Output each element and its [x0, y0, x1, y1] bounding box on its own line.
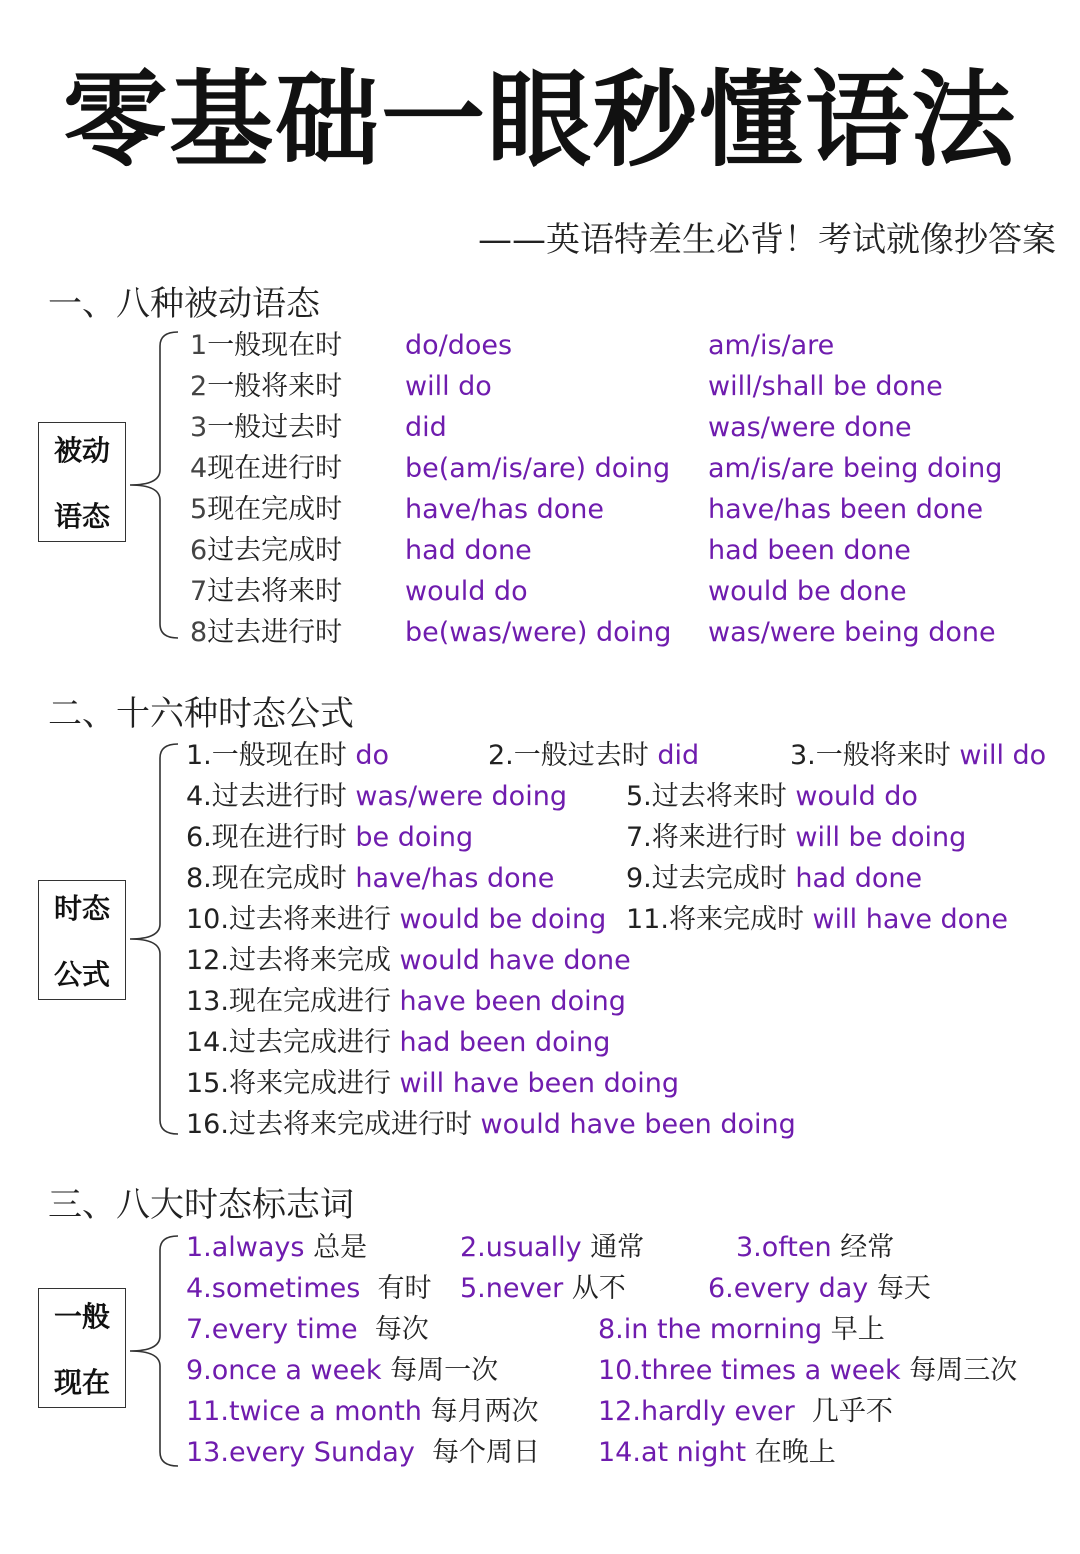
passive-active-form: will do	[405, 371, 492, 402]
passive-row: 8过去进行时	[190, 617, 343, 648]
tense-formula-item: 1.一般现在时 do	[186, 740, 390, 771]
passive-active-form: would do	[405, 576, 528, 607]
section2-heading: 二、十六种时态公式	[48, 694, 354, 734]
signal-word-item: 3.often 经常	[736, 1232, 895, 1263]
signal-word-item: 5.never 从不	[460, 1273, 626, 1304]
tense-formula-item: 3.一般将来时 will do	[790, 740, 1047, 771]
passive-active-form: be(was/were) doing	[405, 617, 672, 648]
signal-word-item: 10.three times a week 每周三次	[598, 1355, 1018, 1386]
page-subtitle: ——英语特差生必背！考试就像抄答案	[478, 220, 1056, 260]
section2-box-line1: 时态	[53, 892, 110, 925]
passive-active-form: be(am/is/are) doing	[405, 453, 671, 484]
tense-formula-item: 5.过去将来时 would do	[626, 781, 918, 812]
passive-passive-form: had been done	[708, 535, 911, 566]
signal-word-item: 9.once a week 每周一次	[186, 1355, 499, 1386]
passive-row: 3一般过去时	[190, 412, 343, 443]
section1-label-box	[38, 422, 126, 542]
signal-word-item: 11.twice a month 每月两次	[186, 1396, 539, 1427]
section2-label-box	[38, 880, 126, 1000]
passive-row: 7过去将来时	[190, 576, 343, 607]
page-title: 零基础一眼秒懂语法	[62, 59, 1017, 181]
tense-formula-item: 11.将来完成时 will have done	[626, 904, 1008, 935]
tense-formula-item: 15.将来完成进行 will have been doing	[186, 1068, 680, 1099]
tense-formula-item: 9.过去完成时 had done	[626, 863, 923, 894]
passive-passive-form: would be done	[708, 576, 907, 607]
passive-row: 6过去完成时	[190, 535, 343, 566]
section2-box-line2: 公式	[53, 958, 110, 991]
tense-formula-item: 13.现在完成进行 have been doing	[186, 986, 626, 1017]
section3-heading: 三、八大时态标志词	[48, 1185, 354, 1225]
section1-brace	[126, 330, 182, 640]
section1-box-line2: 语态	[53, 500, 110, 533]
section3-label-box	[38, 1288, 126, 1408]
signal-word-item: 4.sometimes 有时	[186, 1273, 432, 1304]
passive-active-form: had done	[405, 535, 532, 566]
signal-word-item: 2.usually 通常	[460, 1232, 645, 1263]
tense-formula-item: 16.过去将来完成进行时 would have been doing	[186, 1109, 796, 1140]
section1-heading: 一、八种被动语态	[48, 284, 320, 324]
passive-passive-form: will/shall be done	[708, 371, 943, 402]
signal-word-item: 14.at night 在晚上	[598, 1437, 836, 1468]
tense-formula-item: 12.过去将来完成 would have done	[186, 945, 631, 976]
passive-row: 1一般现在时	[190, 330, 343, 361]
passive-passive-form: am/is/are being doing	[708, 453, 1003, 484]
passive-passive-form: was/were done	[708, 412, 912, 443]
passive-active-form: have/has done	[405, 494, 605, 525]
section3-brace	[126, 1234, 182, 1468]
tense-formula-item: 10.过去将来进行 would be doing	[186, 904, 607, 935]
section3-box-line1: 一般	[53, 1300, 110, 1333]
tense-formula-item: 7.将来进行时 will be doing	[626, 822, 967, 853]
passive-row: 4现在进行时	[190, 453, 343, 484]
tense-formula-item: 8.现在完成时 have/has done	[186, 863, 555, 894]
signal-word-item: 6.every day 每天	[708, 1273, 931, 1304]
passive-passive-form: am/is/are	[708, 330, 835, 361]
tense-formula-item: 6.现在进行时 be doing	[186, 822, 474, 853]
passive-row: 5现在完成时	[190, 494, 343, 525]
tense-formula-item: 4.过去进行时 was/were doing	[186, 781, 567, 812]
section2-brace	[126, 742, 182, 1136]
passive-passive-form: was/were being done	[708, 617, 996, 648]
passive-active-form: did	[405, 412, 447, 443]
passive-passive-form: have/has been done	[708, 494, 984, 525]
section1-box-line1: 被动	[53, 434, 110, 467]
tense-formula-item: 2.一般过去时 did	[488, 740, 700, 771]
passive-active-form: do/does	[405, 330, 513, 361]
signal-word-item: 12.hardly ever 几乎不	[598, 1396, 893, 1427]
signal-word-item: 1.always 总是	[186, 1232, 368, 1263]
signal-word-item: 8.in the morning 早上	[598, 1314, 885, 1345]
tense-formula-item: 14.过去完成进行 had been doing	[186, 1027, 611, 1058]
passive-row: 2一般将来时	[190, 371, 343, 402]
signal-word-item: 7.every time 每次	[186, 1314, 429, 1345]
section3-box-line2: 现在	[53, 1366, 110, 1399]
signal-word-item: 13.every Sunday 每个周日	[186, 1437, 540, 1468]
